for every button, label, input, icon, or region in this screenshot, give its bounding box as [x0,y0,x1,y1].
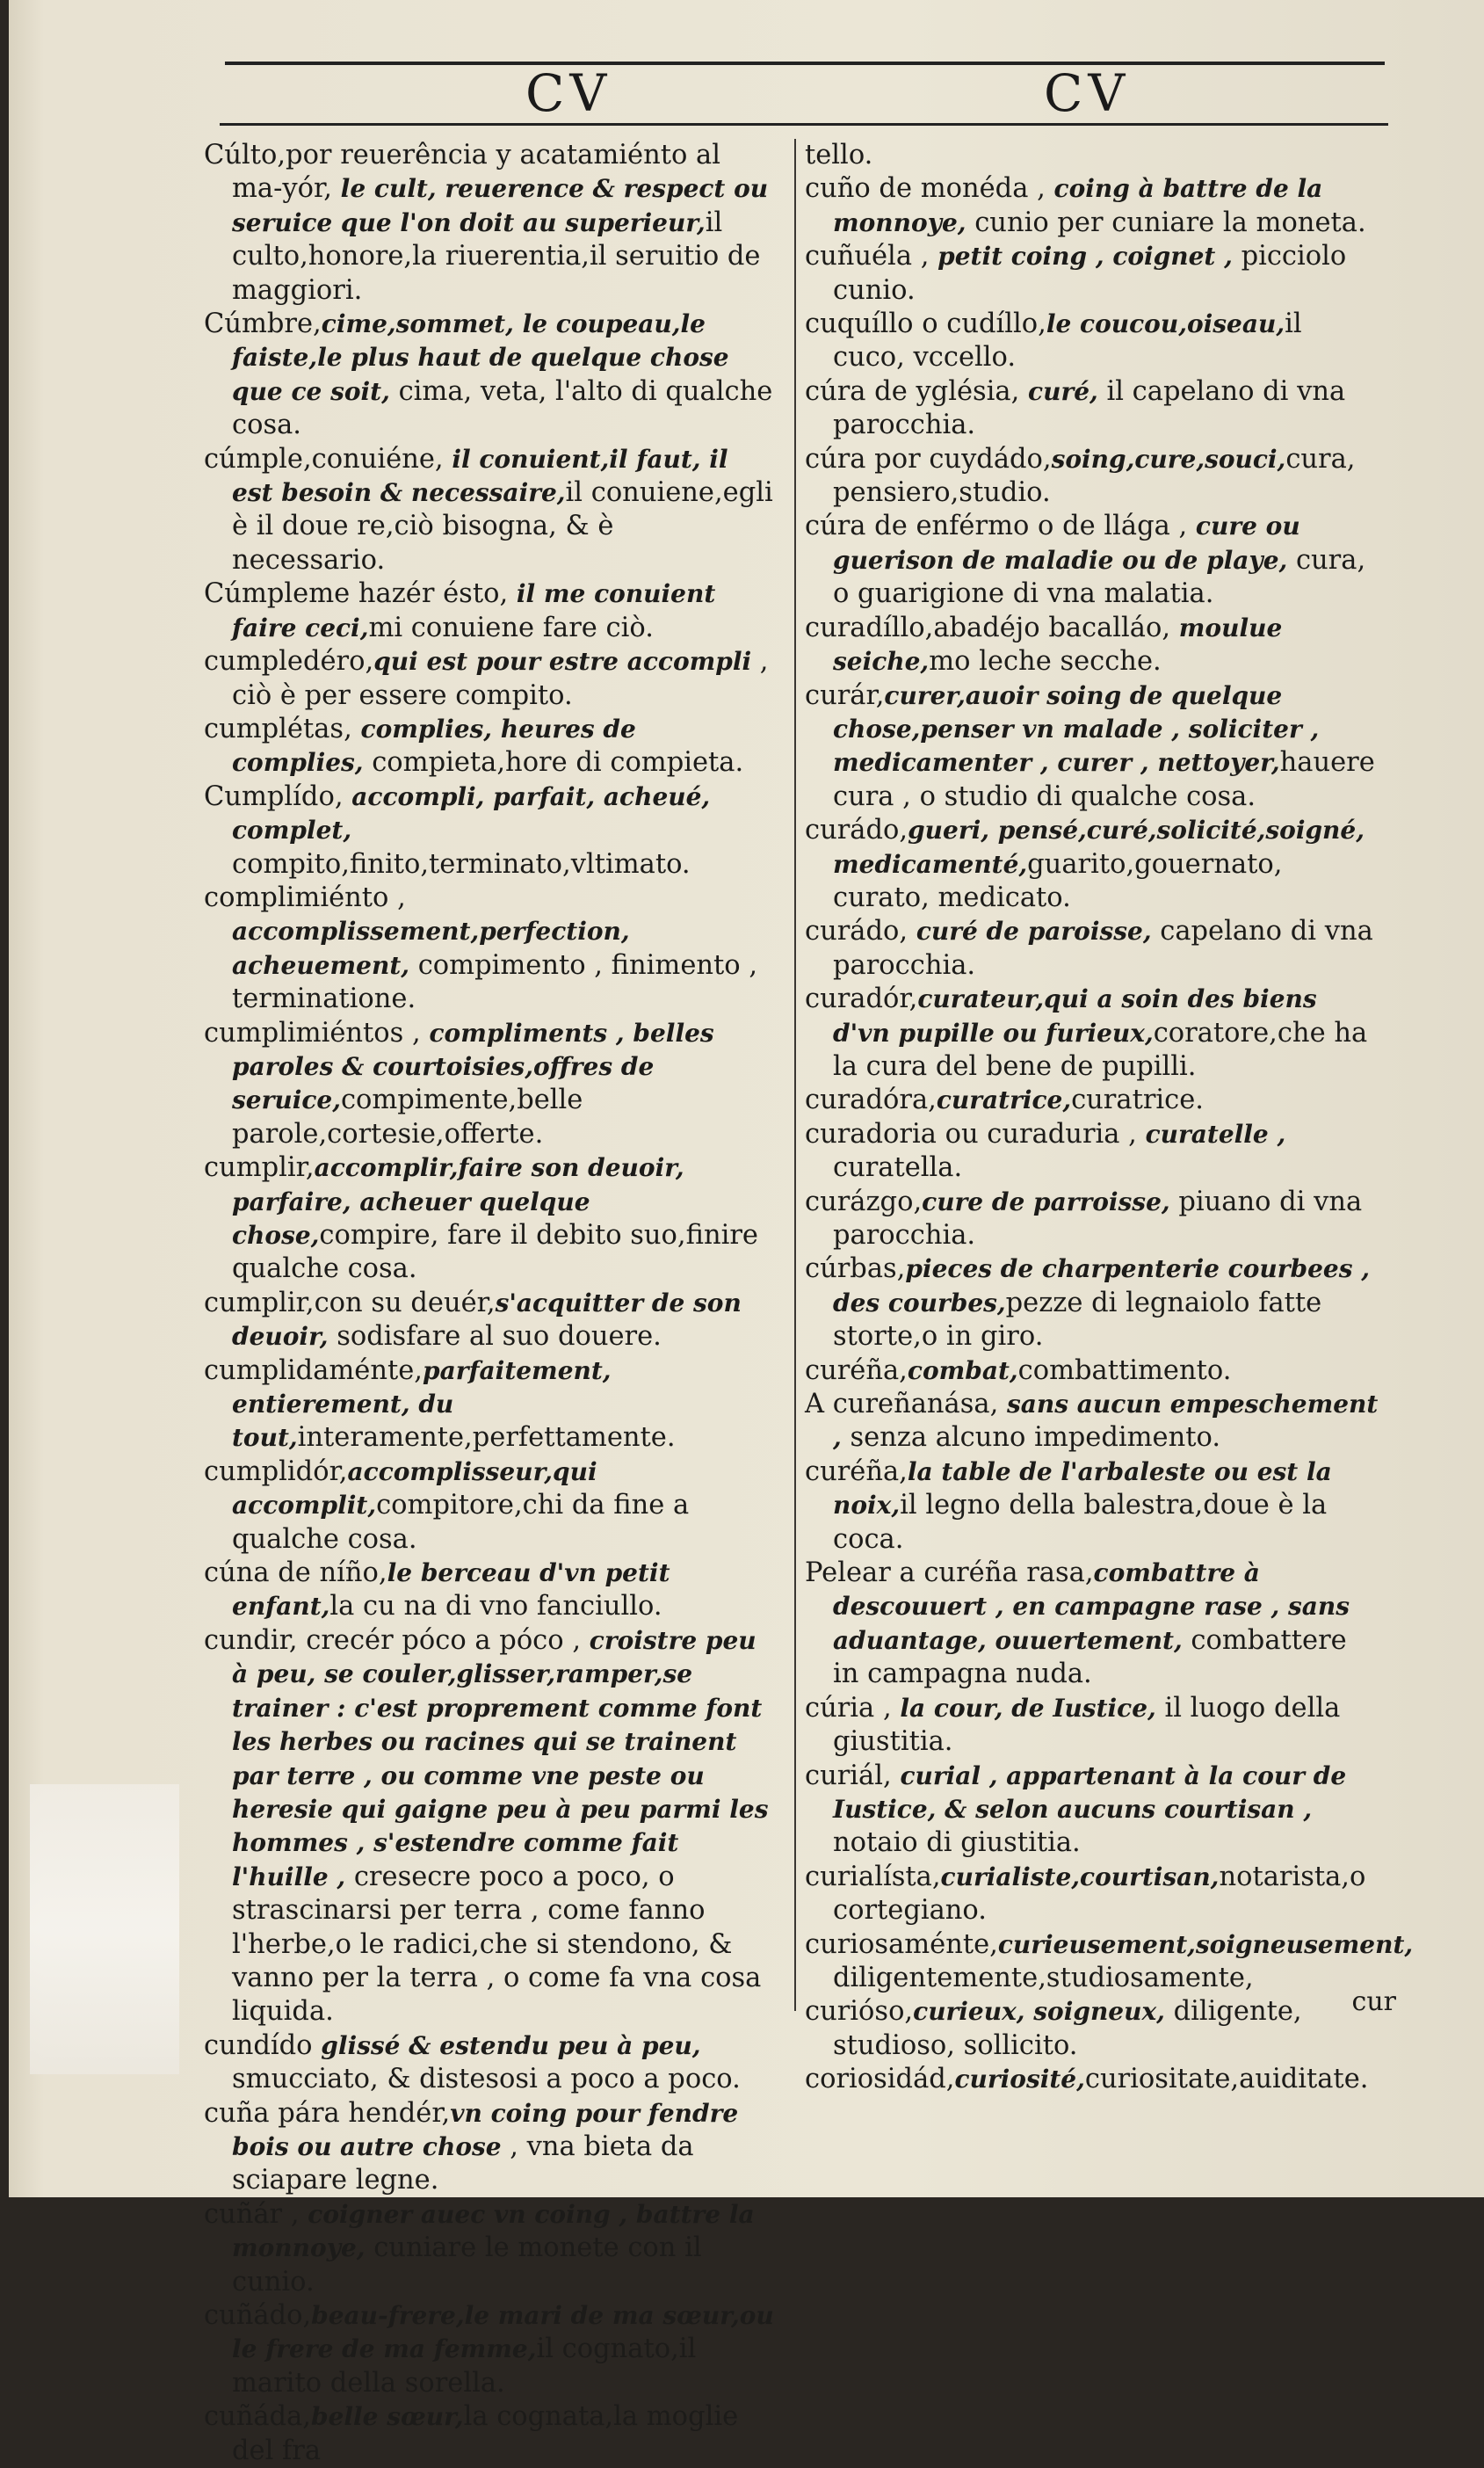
entry-italian: senza alcuno impedimento. [841,1422,1221,1454]
dictionary-entry [204,780,775,882]
dictionary-entry [204,1354,775,1455]
entry-italian: diligente, studioso, sollicito. [833,1996,1302,2061]
entry-french: belle sœur, [310,2402,464,2432]
entry-french: croistre peu à peu, se couler,glisser,ramper,se trainer : c'est proprement comme font les herbes ou racines qui se trainent par terre , ou comme vne peste ou heresie qui gaigne peu à peu parmi les hommes , s'estendre comme fait l'huille , [232,1625,769,1891]
entry-french: sans aucun empeschement , [833,1390,1379,1453]
entry-french: la cour, de Iustice, [891,1693,1156,1723]
entry-italian: curatrice. [1071,1085,1204,1116]
dictionary-entry [805,1692,1380,1760]
entry-italian: cura, o guarigione di vna malatia. [833,544,1366,610]
entry-headword: cuñuéla , [805,241,930,272]
dictionary-entry [204,645,775,713]
entry-italian: compimento , finimento , terminatione. [232,949,758,1015]
entry-italian: sodisfare al suo douere. [328,1321,662,1353]
dictionary-entry [204,2299,775,2400]
entry-french: s'acquitter de son deuoir, [232,1288,742,1352]
entry-headword: cumpledéro, [204,646,374,678]
dictionary-entry [805,1354,1380,1388]
dictionary-entry [204,2097,775,2198]
right-column [805,139,1414,2097]
dictionary-entry [805,1186,1380,1253]
dictionary-entry [805,983,1380,1084]
entry-french: accomplisseur,qui accomplit, [232,1456,597,1521]
dictionary-entry [805,1455,1380,1557]
dictionary-entry [805,1995,1380,2063]
entry-italian: piuano di vna parocchia. [833,1186,1363,1251]
dictionary-entry [204,713,775,780]
entry-italian: diligentemente,studiosamente, [833,1962,1254,1993]
entry-french: curieux, soigneux, [913,1997,1165,2027]
entry-italian: cima, veta, l'alto di qualche cosa. [232,375,773,441]
entry-french: beau-frere,le mari de ma sœur,ou le frere de ma femme, [232,2301,774,2364]
dictionary-entry [204,1624,775,2029]
entry-italian: notaio di giustitia. [833,1827,1081,1859]
entry-italian: capelano di vna parocchia. [833,916,1373,981]
dictionary-entry [805,679,1380,815]
entry-french: il me conuient faire ceci, [232,579,716,642]
dictionary-entry [805,1760,1380,1861]
dictionary-entry [805,1252,1380,1354]
entry-headword: cumplidaménte, [204,1354,423,1386]
entry-headword: curialísta, [805,1861,941,1892]
book-page [9,0,1484,2466]
entry-headword: cúrbas, [805,1253,906,1285]
entry-french: cure ou guerison de maladie ou de playe, [833,512,1300,575]
dictionary-entry [204,1455,775,1557]
entry-french: curé, [1019,376,1098,406]
entry-french: soing,cure,souci, [1051,444,1286,474]
entry-french: le berceau d'vn petit enfant, [232,1558,670,1622]
entry-italian: mi conuiene fare ciò. [368,612,654,643]
entry-headword: cumplétas, [204,713,352,744]
entry-headword: curadíllo,abadéjo bacalláo, [805,612,1171,643]
entry-french: pieces de charpenterie courbees , des courbes, [833,1254,1370,1317]
entry-italian: curatella. [833,1152,963,1184]
dictionary-entry [805,1388,1380,1455]
entry-french: le cult, reuerence & respect ou seruice que l'on doit au superieur, [232,174,769,237]
entry-italian: compimente,belle parole,cortesie,offerte. [232,1085,583,1150]
dictionary-entry [204,1557,775,1624]
entry-italian: compito,finito,terminato,vltimato. [232,848,691,880]
column-divider [794,139,796,2011]
entry-headword: curár, [805,679,885,711]
dictionary-entry [204,1151,775,1287]
entry-french: curer,auoir soing de quelque chose,penser vn malade , soliciter , medicamenter , curer , nettoyer, [833,680,1320,778]
entry-french: curatrice, [936,1085,1072,1115]
dictionary-entry [805,612,1380,679]
entry-french: accomplir,faire son deuoir, parfaire, acheuer quelque chose, [232,1153,684,1250]
dictionary-entry [805,1557,1380,1692]
entry-french: curé de paroisse, [908,917,1152,947]
entry-french: combat, [907,1355,1018,1385]
entry-french: curieusement,soigneusement, [997,1929,1414,1959]
entry-italian: pezze di legnaiolo fatte storte,o in giro. [833,1287,1322,1353]
entry-headword: complimiénto , [204,882,406,913]
entry-headword: cuñár , [204,2198,300,2230]
entry-italian: il conuiene,egli è il doue re,ciò bisogna, & è necessario. [232,477,773,576]
entry-headword: curéña, [805,1354,908,1386]
dictionary-entry [805,375,1380,443]
entry-headword: cundído [204,2029,313,2061]
entry-french: curial , appartenant à la cour de Iustice, & selon aucuns courtisan , [833,1760,1347,1824]
left-column [204,139,775,2468]
entry-italian: curiositate,auiditate. [1084,2064,1369,2095]
entry-french: petit coing , coignet , [929,242,1233,272]
dictionary-entry [805,308,1380,375]
entry-french: coigner auec vn coing , battre la monnoye, [232,2199,755,2263]
entry-french: coing à battre de la monnoye, [833,174,1323,237]
entry-italian: , vna bieta da sciapare legne. [232,2130,694,2196]
entry-headword: curázgo, [805,1186,923,1217]
entry-italian: hauere cura , o studio di qualche cosa. [833,747,1375,812]
margin-offset-patch [30,1784,179,2074]
dictionary-entry [204,308,775,443]
entry-italian: il legno della balestra,doue è la coca. [833,1490,1328,1555]
entry-italian: smucciato, & distesosi a poco a poco. [232,2064,741,2095]
entry-headword: cundir, crecér póco a póco , [204,1624,582,1656]
entry-headword: coriosidád, [805,2064,955,2095]
entry-headword: curiál, [805,1760,892,1791]
entry-headword: cúra de enférmo o de llága , [805,511,1188,542]
entry-headword: curéña, [805,1455,908,1487]
entry-french: curiosité, [954,2065,1085,2094]
entry-headword: cúra de yglésia, [805,375,1020,407]
dictionary-entry [805,172,1380,240]
entry-italian: la cu na di vno fanciullo. [329,1591,662,1622]
entry-italian: il capelano di vna parocchia. [833,375,1346,441]
entry-headword: Cúmbre, [204,308,322,340]
dictionary-entry [805,1928,1414,1996]
entry-french: parfaitement, entierement, du tout, [232,1355,612,1453]
entry-french: cure de parroisse, [922,1187,1170,1216]
entry-headword: Cumplído, [204,780,344,812]
entry-headword: cuquíllo o cudíllo, [805,308,1046,340]
entry-italian: il culto,honore,la riuerentia,il seruitio de maggiori. [232,207,761,306]
header-left: CV [525,63,612,123]
entry-french: compliments , belles paroles & courtoisies,offres de seruice, [232,1018,714,1115]
entry-headword: Cúmpleme hazér ésto, [204,578,509,610]
dictionary-entry [204,2198,775,2299]
entry-italian: compieta,hore di compieta. [363,747,744,779]
entry-italian: cuniare le monete con il cunio. [232,2232,702,2297]
entry-italian: combattimento. [1017,1354,1232,1386]
entry-headword: cúna de níño, [204,1557,387,1589]
entry-headword: cúmple,conuiéne, [204,443,444,475]
entry-headword: A cureñanása, [805,1389,999,1420]
entry-headword: cuña pára hendér, [204,2097,451,2129]
entry-italian: il luogo della giustitia. [833,1692,1341,1758]
entry-french: qui est pour estre accompli [373,647,752,677]
entry-headword: cúria , [805,1692,892,1724]
entry-french: curialiste,courtisan, [940,1862,1220,1891]
entry-headword: cumplimiéntos , [204,1017,421,1049]
entry-french: il conuient,il faut, il est besoin & necessaire, [232,444,728,508]
dictionary-entry [204,577,775,645]
entry-headword: curióso, [805,1996,914,2028]
entry-french: complies, heures de complies, [232,714,636,778]
entry-italian: il cuco, vccello. [833,308,1302,374]
top-rule [225,62,1385,65]
entry-french: accomplissement,perfection, acheuement, [232,917,630,980]
dictionary-entry [204,2400,775,2468]
dictionary-entry [805,2063,1380,2096]
dictionary-entry [805,443,1380,511]
entry-italian: coratore,che ha la cura del bene de pupilli. [833,1017,1368,1082]
dictionary-entry [805,139,1380,172]
entry-italian: cura, pensiero,studio. [833,443,1356,509]
entry-italian: compitore,chi da fine a qualche cosa. [232,1490,690,1555]
entry-french: accompli, parfait, acheué, complet, [232,781,711,846]
entry-headword: cuñádo, [204,2300,312,2331]
dictionary-entry [805,1118,1380,1186]
dictionary-entry [805,814,1380,915]
header-rule [220,123,1388,126]
entry-french: glissé & estendu peu à peu, [312,2030,701,2060]
dictionary-entry [805,915,1380,983]
entry-italian: notarista,o cortegiano. [833,1861,1366,1927]
entry-french: gueri, pensé,curé,solicité,soigné, medicamenté, [833,816,1365,879]
entry-italian: la cognata,la moglie del fra [232,2401,739,2466]
entry-headword: curádo, [805,916,908,947]
header-right: CV [1044,63,1131,123]
dictionary-entry [204,2029,775,2097]
entry-italian: guarito,gouernato, curato, medicato. [833,848,1283,913]
entry-french: curateur,qui a soin des biens d'vn pupille ou furieux, [833,984,1317,1048]
entry-italian: il cognato,il marito della sorella. [232,2334,697,2399]
dictionary-entry [204,1287,775,1354]
entry-italian: cresecre poco a poco, o strascinarsi per terra , come fanno l'herbe,o le radici,che si stendono, & vanno per la terra , o come fa vna cosa liquida. [232,1861,762,2028]
entry-italian: , ciò è per essere compito. [232,646,769,711]
entry-headword: cumplidór, [204,1455,348,1487]
entry-headword: curiosaménte, [805,1928,998,1960]
entry-italian: mo leche secche. [929,646,1162,678]
entry-headword: cumplir, [204,1152,315,1184]
entry-headword: curadóra, [805,1085,937,1116]
entry-italian: cunio per cuniare la moneta. [966,207,1366,238]
dictionary-entry [204,1017,775,1152]
entry-french: cime,sommet, le coupeau,le faiste,le plus haut de quelque chose que ce soit, [232,309,729,406]
entry-headword: cuñáda, [204,2401,311,2433]
entry-french: curatelle , [1136,1119,1286,1149]
dictionary-entry [204,139,775,308]
entry-headword: Pelear a curéña rasa, [805,1557,1094,1589]
entry-headword: cumplir,con su deuér, [204,1287,496,1318]
dictionary-entry [805,240,1380,308]
dictionary-entry [204,443,775,578]
entry-french: le coucou,oiseau, [1046,309,1285,339]
entry-french: moulue seiche, [833,613,1283,677]
entry-headword: Cúlto,por reuerência y acatamiénto al ma-yór, [204,140,720,205]
dictionary-entry [805,510,1380,611]
entry-italian: picciolo cunio. [833,241,1347,306]
dictionary-entry [805,1861,1380,1928]
entry-headword: cúra por cuydádo, [805,443,1052,475]
entry-headword: curadór, [805,984,918,1015]
entry-french: vn coing pour fendre bois ou autre chose [232,2098,739,2161]
entry-french: combattre à descouuert , en campagne rase , sans aduantage, ouuertement, [833,1558,1350,1655]
entry-headword: cuño de monéda , [805,173,1046,205]
entry-italian: combattere in campagna nuda. [833,1624,1347,1690]
dictionary-entry [805,1084,1380,1117]
dictionary-entry [204,882,775,1017]
entry-italian: compire, fare il debito suo,finire qualche cosa. [232,1220,758,1285]
entry-italian: interamente,perfettamente. [297,1422,676,1454]
catchword: cur [1351,1986,1396,2017]
entry-italian: tello. [805,140,873,171]
entry-french: la table de l'arbaleste ou est la noix, [833,1456,1332,1521]
entry-headword: curádo, [805,815,908,846]
entry-headword: curadoria ou curaduria , [805,1118,1137,1150]
